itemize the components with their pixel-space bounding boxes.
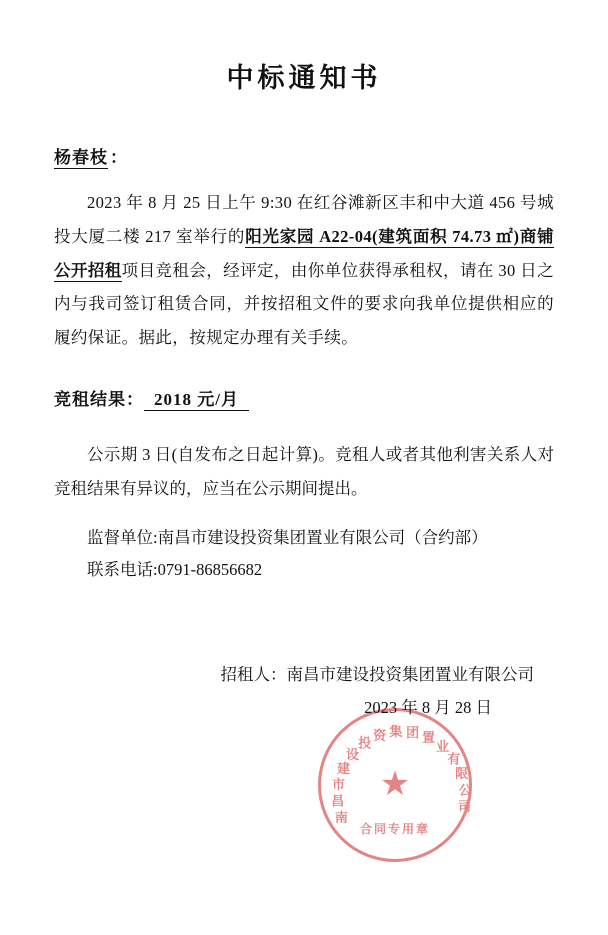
seal-ring-text: 南 昌 市 建 设 投 资 集 团 置 业 有 限 公 司 <box>331 724 473 825</box>
signature-issuer: 招租人：南昌市建设投资集团置业有限公司 <box>220 665 534 685</box>
seal-star-icon: ★ <box>379 766 411 803</box>
result-label: 竞租结果： <box>54 390 144 410</box>
salutation-colon: ： <box>110 148 128 167</box>
notice-paragraph: 公示期 3 日(自发布之日起计算)。竞租人或者其他利害关系人对竞租结果有异议的，应当在公示期间提出。 <box>54 445 554 498</box>
result-value: 2018 元/月 <box>144 390 249 411</box>
supervisor-line: 监督单位:南昌市建设投资集团置业有限公司（合约部） <box>87 527 488 547</box>
main-paragraph <box>54 186 554 355</box>
document-page <box>0 56 608 935</box>
signature-block <box>54 658 554 724</box>
contact-block <box>54 522 554 586</box>
seal-bottom-text: 合同专用章 <box>359 822 430 836</box>
salutation <box>54 143 554 168</box>
page-title: 中标通知书 <box>226 63 382 93</box>
main-paragraph-highlight: 阳光家园 A22-04(建筑面积 74.73 ㎡)商铺公开招租 <box>54 226 554 280</box>
result-row <box>54 385 554 410</box>
company-seal <box>318 708 472 862</box>
phone-line: 联系电话:0791-86856682 <box>87 559 263 579</box>
main-paragraph-tail: 项目竞租会，经评定，由你单位获得承租权，请在 30 日之内与我司签订租赁合同，并按招租文件的要求向我单位提供相应的履约保证。据此，按规定办理有关手续。 <box>54 260 554 348</box>
salutation-name: 杨春枝 <box>54 148 108 167</box>
main-paragraph-lead: 2023 年 8 月 25 日上午 9:30 在红谷滩新区丰和中大道 456 号城投大厦二楼 217 室举行的 <box>54 193 554 246</box>
signature-date: 2023 年 8 月 28 日 <box>364 698 492 718</box>
